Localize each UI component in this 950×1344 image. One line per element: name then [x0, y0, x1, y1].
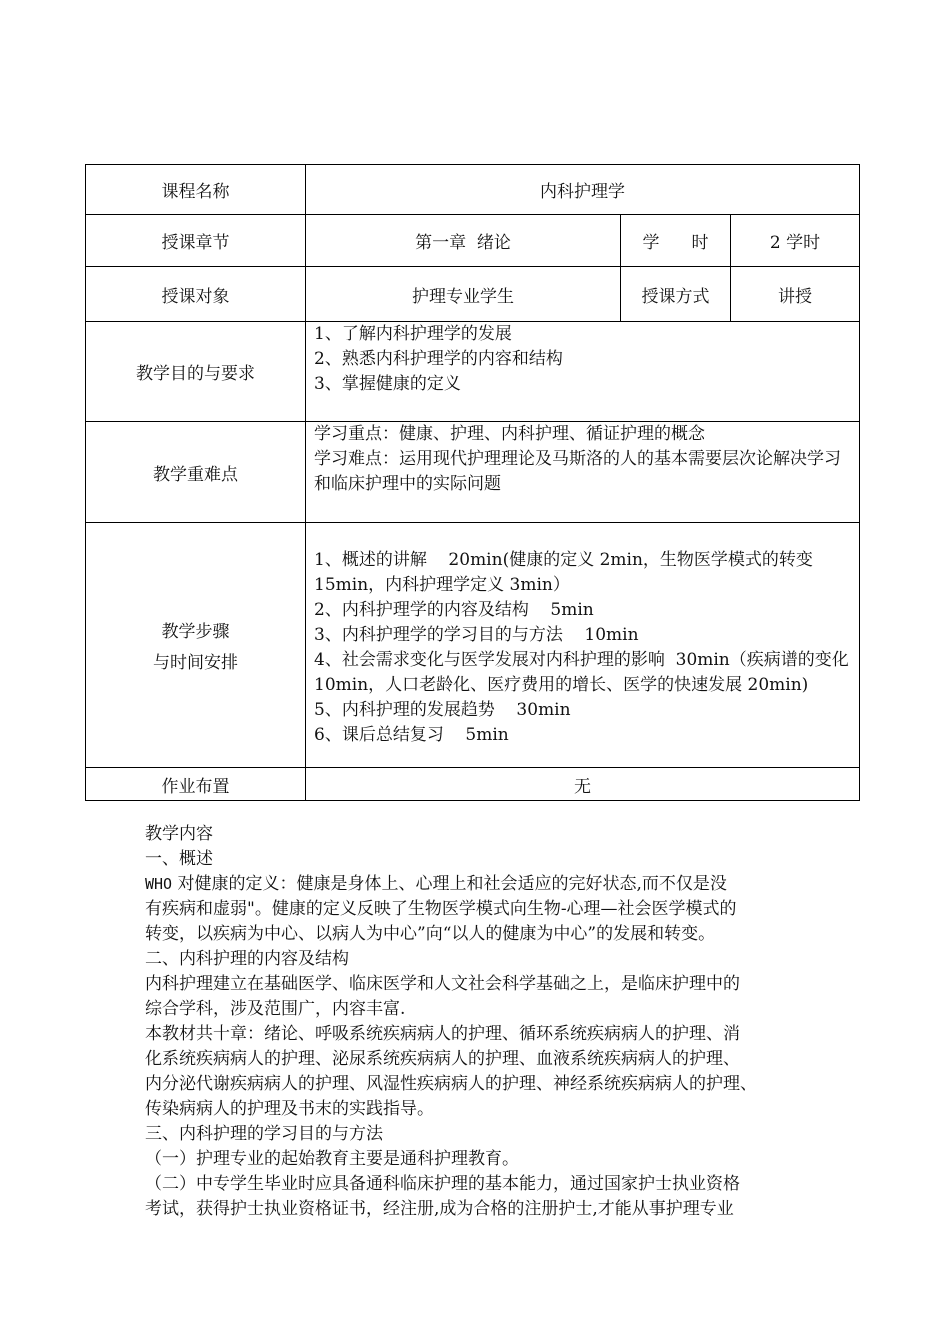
objectives-label: 教学目的与要求 — [86, 322, 306, 422]
row-keypoints — [86, 422, 860, 523]
list-item-2-line-1: （二）中专学生毕业时应具备通科临床护理的基本能力，通过国家护士执业资格 — [145, 1174, 740, 1194]
content-title: 教学内容 — [145, 824, 213, 844]
audience-label: 授课对象 — [86, 267, 306, 322]
difficulty-point: 学习难点：运用现代护理理论及马斯洛的人的基本需要层次论解决学习和临床护理中的实际问题 — [314, 449, 841, 494]
section-heading-2: 二、内科护理的内容及结构 — [145, 949, 349, 969]
homework-label: 作业布置 — [86, 768, 306, 801]
paragraph-chapters-line-1: 本教材共十章：绪论、呼吸系统疾病病人的护理、循环系统疾病病人的护理、消 — [145, 1024, 740, 1044]
objectives-cell — [306, 322, 860, 422]
section-heading-3: 三、内科护理的学习目的与方法 — [145, 1124, 383, 1144]
homework-value: 无 — [306, 768, 860, 801]
chapter-label: 授课章节 — [86, 215, 306, 267]
teaching-content — [145, 822, 815, 1222]
objective-item: 3、掌握健康的定义 — [314, 374, 461, 394]
paragraph-structure-line-2: 综合学科，涉及范围广，内容丰富. — [145, 999, 406, 1019]
objective-item: 2、熟悉内科护理学的内容和结构 — [314, 349, 563, 369]
keypoints-cell — [306, 422, 860, 523]
hours-label-char-2: 时 — [691, 233, 709, 253]
paragraph-who-line-3: 转变，以疾病为中心、以病人为中心”向“以人的健康为中心”的发展和转变。 — [145, 924, 716, 944]
hours-label — [621, 215, 731, 267]
course-name-value: 内科护理学 — [306, 165, 860, 215]
chapter-value: 第一章 绪论 — [306, 215, 621, 267]
hours-label-char-1: 学 — [642, 233, 660, 253]
audience-value: 护理专业学生 — [306, 267, 621, 322]
list-item-1: （一）护理专业的起始教育主要是通科护理教育。 — [145, 1149, 519, 1169]
method-label: 授课方式 — [621, 267, 731, 322]
hours-value: 2 学时 — [731, 215, 860, 267]
paragraph-who-line-1 — [145, 872, 815, 897]
objective-item: 1、了解内科护理学的发展 — [314, 324, 512, 344]
who-prefix: WHO — [145, 875, 173, 893]
lesson-plan-table — [85, 164, 860, 801]
step-item: 4、社会需求变化与医学发展对内科护理的影响 30min（疾病谱的变化 10min，人口老龄化、医疗费用的增长、医学的快速发展 20min) — [314, 650, 855, 695]
step-item: 6、课后总结复习 5min — [314, 725, 509, 745]
course-name-label: 课程名称 — [86, 165, 306, 215]
section-heading-1: 一、概述 — [145, 849, 213, 869]
step-item: 1、概述的讲解 20min(健康的定义 2min，生物医学模式的转变 15min，内科护理学定义 3min） — [314, 550, 819, 595]
paragraph-chapters-line-3: 内分泌代谢疾病病人的护理、风湿性疾病病人的护理、神经系统疾病病人的护理、 — [145, 1074, 757, 1094]
steps-label-line-1: 教学步骤 — [161, 622, 230, 642]
method-value: 讲授 — [731, 267, 860, 322]
paragraph-structure-line-1: 内科护理建立在基础医学、临床医学和人文社会科学基础之上，是临床护理中的 — [145, 974, 740, 994]
paragraph-chapters-line-2: 化系统疾病病人的护理、泌尿系统疾病病人的护理、血液系统疾病病人的护理、 — [145, 1049, 740, 1069]
step-item: 3、内科护理学的学习目的与方法 10min — [314, 625, 639, 645]
row-course — [86, 165, 860, 215]
row-objectives — [86, 322, 860, 422]
row-audience — [86, 267, 860, 322]
row-chapter — [86, 215, 860, 267]
keypoints-label: 教学重难点 — [86, 422, 306, 523]
row-steps — [86, 523, 860, 768]
list-item-2-line-2: 考试，获得护士执业资格证书，经注册,成为合格的注册护士,才能从事护理专业 — [145, 1199, 734, 1219]
paragraph-who-line-2: 有疾病和虚弱"。健康的定义反映了生物医学模式向生物-心理—社会医学模式的 — [145, 899, 737, 919]
step-item: 5、内科护理的发展趋势 30min — [314, 700, 571, 720]
paragraph-chapters-line-4: 传染病病人的护理及书末的实践指导。 — [145, 1099, 434, 1119]
step-item: 2、内科护理学的内容及结构 5min — [314, 600, 594, 620]
key-point: 学习重点：健康、护理、内科护理、循证护理的概念 — [314, 424, 705, 444]
steps-label-line-2: 与时间安排 — [153, 653, 238, 673]
row-homework — [86, 768, 860, 801]
steps-cell — [306, 523, 860, 768]
paragraph-who-text: 对健康的定义：健康是身体上、心理上和社会适应的完好状态,而不仅是没 — [177, 874, 727, 894]
steps-label — [86, 523, 306, 768]
